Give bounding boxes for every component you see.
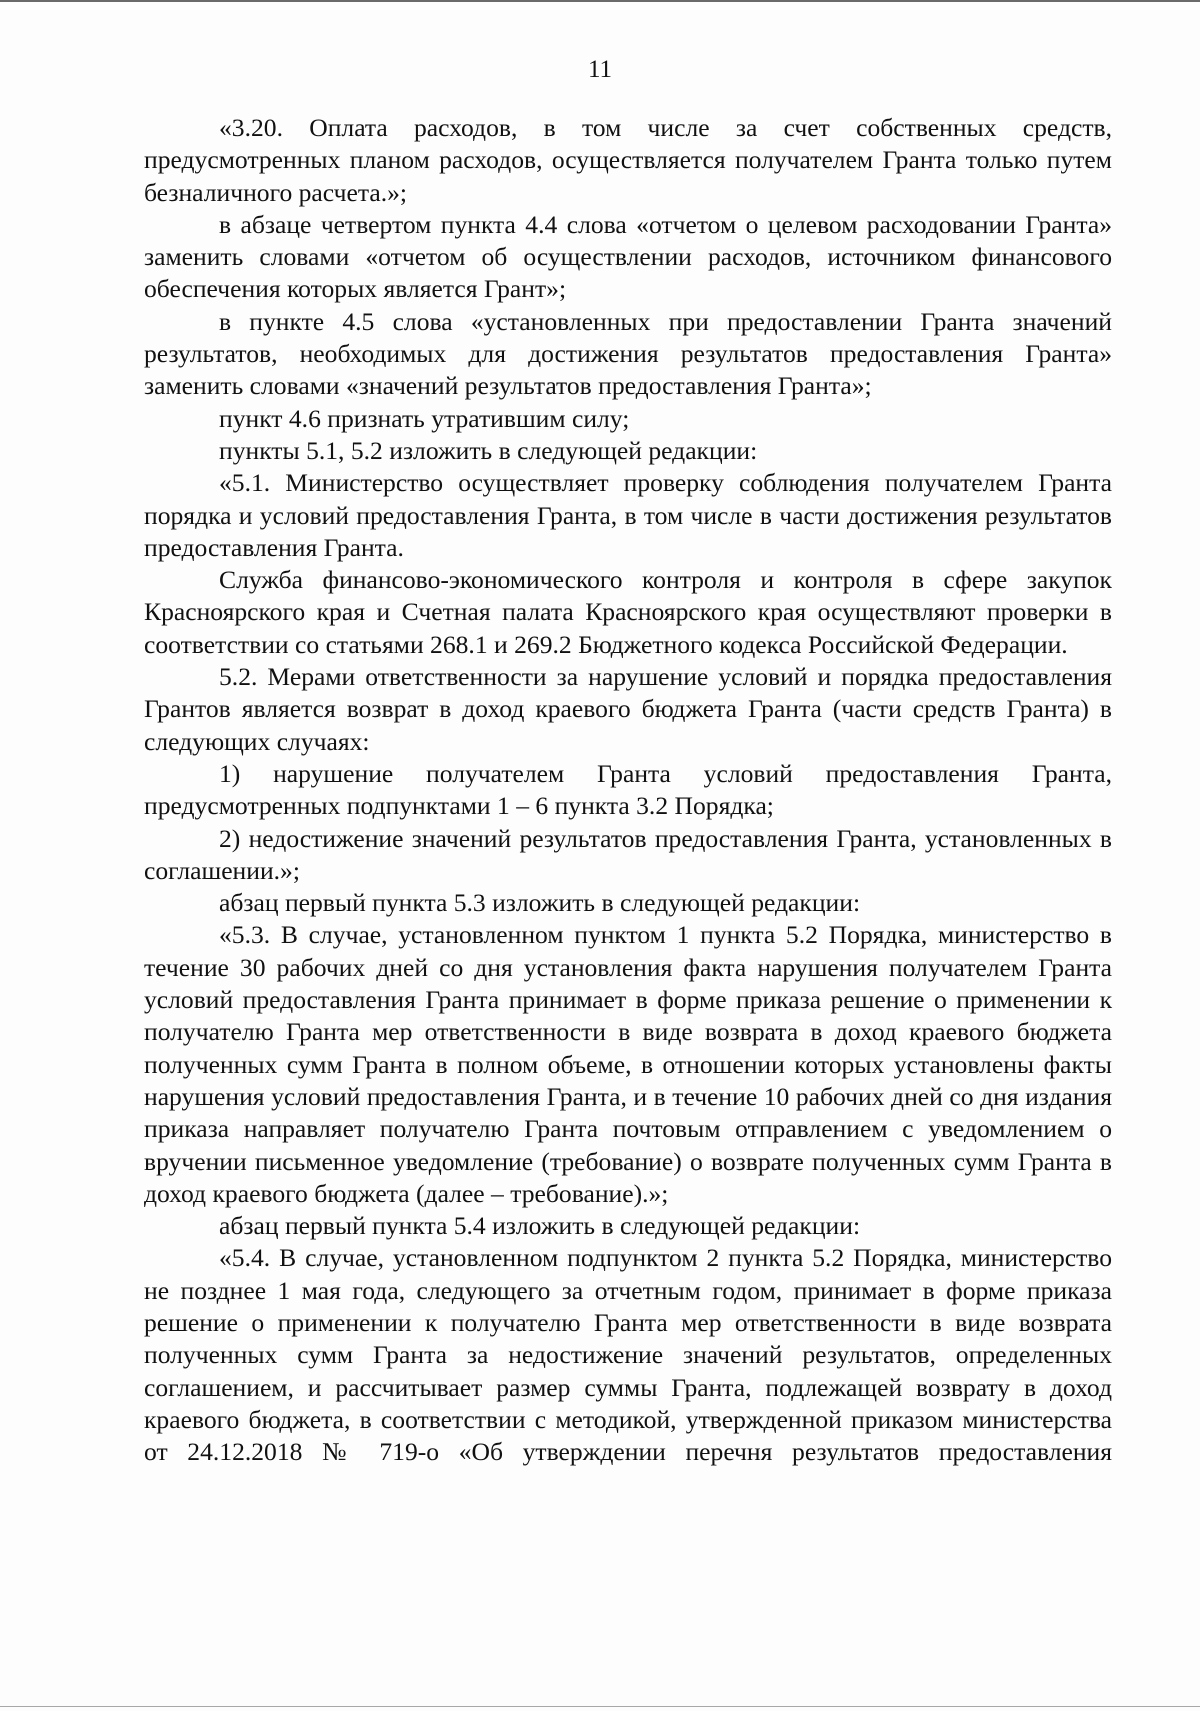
paragraph-5-1-5-2-intro: пункты 5.1, 5.2 изложить в следующей редакции: [219,435,758,465]
paragraph-control-service: Служба финансово-экономического контроля и контроля в сфере закупок Красноярского края и Счетная палата Красноярского края осуществляют проверки в соответствии со статьями 268.1 и 269.2 Бюджетного кодекса Российской Федерации. [144,565,1112,659]
paragraph-5-2: 5.2. Мерами ответственности за нарушение условий и порядка предоставления Грантов является возврат в доход краевого бюджета Гранта (части средств Гранта) в следующих случаях: [144,662,1112,756]
page-number: 11 [587,56,613,83]
scan-bottom-edge [0,1706,1200,1707]
paragraph-5-3-intro: абзац первый пункта 5.3 изложить в следующей редакции: [219,888,861,918]
paragraph-5-1: «5.1. Министерство осуществляет проверку соблюдения получателем Гранта порядка и условий предоставления Гранта, в том числе в части достижения результатов предоставления Гранта. [144,468,1112,562]
paragraph-amend-4-5: в пункте 4.5 слова «установленных при предоставлении Гранта значений результатов, необходимых для достижения результатов предоставления Гранта» заменить словами «значений результатов предоставления Гранта»; [144,306,1112,401]
paragraph-4-6-repeal: пункт 4.6 признать утратившим силу; [219,403,630,433]
paragraph-5-2-item-2: 2) недостижение значений результатов предоставления Гранта, установленных в соглашении.»; [144,823,1112,885]
paragraph-amend-4-4: в абзаце четвертом пункта 4.4 слова «отчетом о целевом расходовании Гранта» заменить словами «отчетом об осуществлении расходов, источником финансового обеспечения которых является Грант»; [144,209,1112,304]
paragraph-3-20: «3.20. Оплата расходов, в том числе за счет собственных средств, предусмотренных планом расходов, осуществляется получателем Гранта только путем безналичного расчета.»; [144,113,1112,207]
scan-top-edge [0,0,1200,2]
paragraph-5-4: «5.4. В случае, установленном подпунктом 2 пункта 5.2 Порядка, министерство не позднее 1 мая года, следующего за отчетным годом, принимает в форме приказа решение о применении к получателю Гранта мер ответственности в виде возврата полученных сумм Гранта за недостижение значений результатов, определенных соглашением, и рассчитывает размер суммы Гранта, подлежащей возврату в доход краевого бюджета, в соответствии с методикой, утвержденной приказом министерства от 24.12.2018 № 719-о «Об утверждении перечня результатов предоставления [144,1243,1112,1467]
paragraph-5-4-intro: абзац первый пункта 5.4 изложить в следующей редакции: [219,1211,861,1241]
paragraph-5-3: «5.3. В случае, установленном пунктом 1 пункта 5.2 Порядка, министерство в течение 30 рабочих дней со дня установления факта нарушения получателем Гранта условий предоставления Гранта принимает в форме приказа решение о применении к получателю Гранта мер ответственности в виде возврата в доход краевого бюджета полученных сумм Гранта в полном объеме, в отношении которых установлены факты нарушения условий предоставления Гранта, и в течение 10 рабочих дней со дня издания приказа направляет получателю Гранта почтовым отправлением с уведомлением о вручении письменное уведомление (требование) о возврате полученных сумм Гранта в доход краевого бюджета (далее – требование).»; [144,920,1112,1208]
document-body [144,112,1112,1468]
paragraph-5-2-item-1: 1) нарушение получателем Гранта условий предоставления Гранта, предусмотренных подпунктами 1 – 6 пункта 3.2 Порядка; [144,758,1112,821]
